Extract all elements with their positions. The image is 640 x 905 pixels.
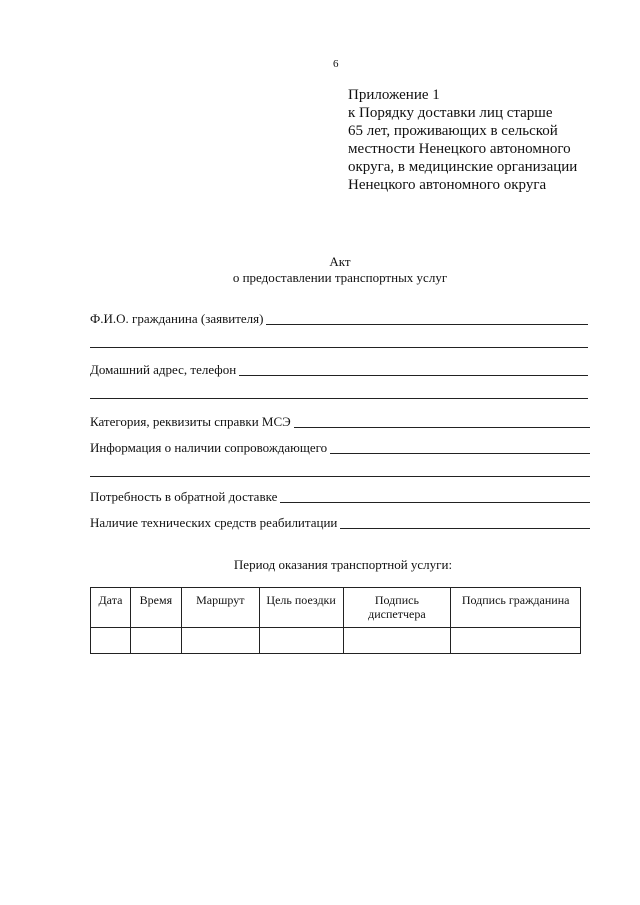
table-row [91,628,581,654]
category-field[interactable] [90,414,590,429]
escort-fill-line[interactable] [330,442,590,454]
table-cell[interactable] [451,628,581,654]
return-delivery-field[interactable] [90,489,590,504]
return-delivery-label: Потребность в обратной доставке [90,489,278,504]
appendix-line: местности Ненецкого автономного [348,141,571,157]
document-title: Акт [329,254,351,269]
category-label: Категория, реквизиты справки МСЭ [90,414,291,429]
rehab-means-label: Наличие технических средств реабилитации [90,515,338,530]
escort-field[interactable] [90,440,590,455]
address-continuation-line[interactable] [90,398,588,399]
header-date: Дата [91,588,131,628]
document-subtitle: о предоставлении транспортных услуг [232,270,448,285]
appendix-line: округа, в медицинские организации [348,159,578,175]
fio-continuation-line[interactable] [90,347,588,348]
escort-label: Информация о наличии сопровождающего [90,440,328,455]
table-header-row [91,588,581,628]
period-heading: Период оказания транспортной услуги: [233,557,453,572]
appendix-line: Ненецкого автономного округа [348,177,547,193]
appendix-block [348,86,577,194]
table-cell[interactable] [130,628,181,654]
header-citizen-signature: Подпись гражданина [451,588,581,628]
appendix-line: 65 лет, проживающих в сельской [348,123,558,139]
fio-fill-line[interactable] [266,313,588,325]
header-dispatcher-signature: Подпись диспетчера [343,588,451,628]
table-cell[interactable] [343,628,451,654]
table-cell[interactable] [259,628,343,654]
fio-field[interactable] [90,311,588,326]
address-fill-line[interactable] [239,364,588,376]
fio-label: Ф.И.О. гражданина (заявителя) [90,311,264,326]
return-delivery-fill-line[interactable] [280,491,590,503]
page-number: 6 [333,58,339,70]
rehab-means-fill-line[interactable] [340,517,590,529]
appendix-line: Приложение 1 [348,87,440,103]
category-fill-line[interactable] [294,416,590,428]
header-trip-purpose: Цель поездки [259,588,343,628]
escort-continuation-line[interactable] [90,476,590,477]
rehab-means-field[interactable] [90,515,590,530]
address-field[interactable] [90,362,588,377]
service-period-table [90,587,581,654]
address-label: Домашний адрес, телефон [90,362,237,377]
header-route: Маршрут [181,588,259,628]
table-cell[interactable] [91,628,131,654]
table-cell[interactable] [181,628,259,654]
appendix-line: к Порядку доставки лиц старше [348,105,553,121]
header-time: Время [130,588,181,628]
